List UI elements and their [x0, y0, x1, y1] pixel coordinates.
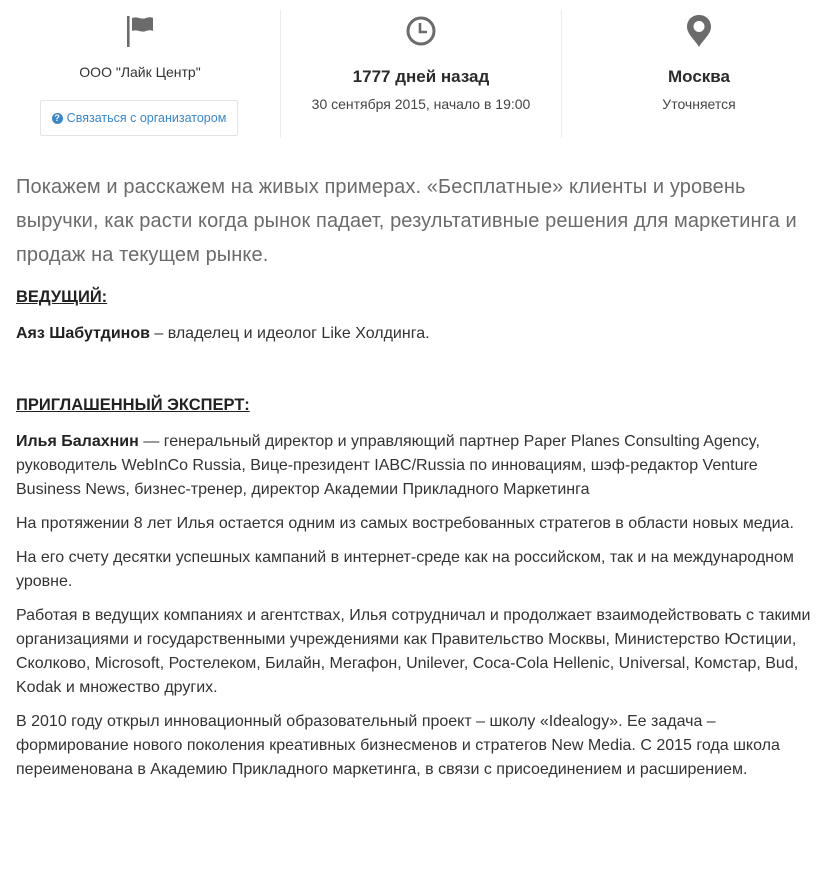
clock-icon — [404, 14, 438, 48]
venue-status: Уточняется — [662, 96, 736, 112]
question-circle-icon: ? — [52, 113, 63, 124]
expert-paragraph: Работая в ведущих компаниях и агентствах, Илья сотрудничал и продолжает взаимодействовать с такими организациями и государственными учреждениями как Правительство Москвы, Министерство Юстиции, Сколково, Microsoft, Ростелеком, Билайн, Мегафон, Unilever, Coca-Cola Hellenic, Universal, Комстар, Bud, Kodak и множество других. — [16, 607, 811, 696]
place-column — [561, 0, 837, 138]
event-info-bar — [0, 0, 837, 150]
flag-icon — [123, 14, 157, 48]
expert-name: Илья Балахнин — [16, 433, 139, 450]
host-section-title: ВЕДУЩИЙ: — [16, 288, 108, 306]
host-name: Аяз Шабутдинов — [16, 325, 150, 342]
host-description: – владелец и идеолог Like Холдинга. — [149, 325, 430, 342]
event-description — [16, 170, 826, 792]
time-column — [281, 0, 561, 138]
expert-info — [16, 430, 826, 502]
expert-section-title: ПРИГЛАШЕННЫЙ ЭКСПЕРТ: — [16, 396, 250, 414]
expert-description: — генеральный директор и управляющий партнер Paper Planes Consulting Agency, руководитель WebInCo Russia, Вице-президент IABC/Russia по инновациям, шэф-редактор Venture Business News, бизнес-тренер, директор Академии Прикладного Маркетинга — [16, 433, 760, 498]
host-info — [16, 322, 826, 346]
expert-paragraph: На протяжении 8 лет Илья остается одним из самых востребованных стратегов в области новых медиа. — [16, 515, 794, 532]
lead-text: Покажем и расскажем на живых примерах. «Бесплатные» клиенты и уровень выручки, как расти когда рынок падает, результативные решения для маркетинга и продаж на текущем рынке. — [16, 176, 797, 266]
map-pin-icon — [682, 14, 716, 48]
expert-paragraph: На его счету десятки успешных кампаний в интернет-среде как на российском, так и на международном уровне. — [16, 549, 794, 590]
organizer-column — [0, 0, 280, 138]
event-date: 30 сентября 2015, начало в 19:00 — [311, 96, 531, 112]
contact-organizer-label: Связаться с организатором — [66, 111, 227, 125]
days-ago: 1777 дней назад — [352, 67, 490, 86]
organizer-name: ООО "Лайк Центр" — [79, 64, 201, 80]
expert-paragraph: В 2010 году открыл инновационный образовательный проект – школу «Idealogy». Ее задача – формирование нового поколения креативных бизнесменов и стратегов New Media. С 2015 года школа переименована в Академию Прикладного маркетинга, в связи с присоединением и расширением. — [16, 713, 780, 778]
contact-organizer-button[interactable] — [40, 100, 238, 136]
city-name: Москва — [668, 67, 730, 86]
